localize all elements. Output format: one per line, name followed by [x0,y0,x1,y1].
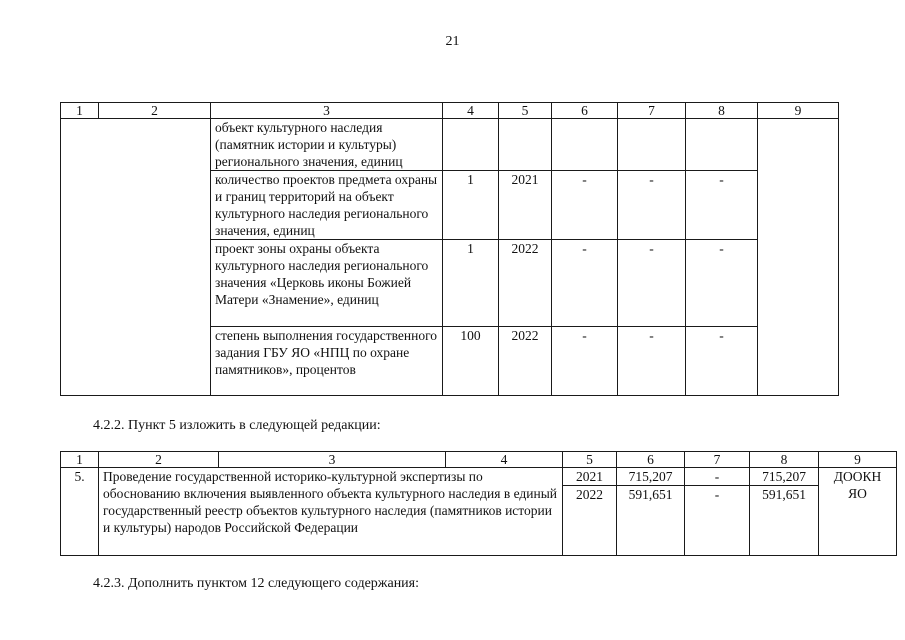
table-header-row [61,103,839,119]
header-cell: 4 [443,103,499,119]
value-cell: - [686,327,758,396]
amount-cell: 591,651 [750,486,819,556]
header-cell: 5 [563,452,617,468]
indicator-cell: степень выполнения государственного задания ГБУ ЯО «НПЦ по охране памятников», процентов [211,327,443,396]
merged-empty-cell [758,119,839,396]
header-cell: 3 [219,452,446,468]
value-cell: - [552,171,618,240]
value-cell: - [686,240,758,327]
header-cell: 5 [499,103,552,119]
value-cell: - [686,171,758,240]
value-cell: - [618,240,686,327]
indicator-cell: объект культурного наследия (памятник истории и культуры) регионального значения, единиц [211,119,443,171]
header-cell: 9 [758,103,839,119]
value-cell: 100 [443,327,499,396]
value-cell [552,119,618,171]
value-cell [618,119,686,171]
value-cell: 1 [443,240,499,327]
header-cell: 8 [686,103,758,119]
year-cell: 2021 [499,171,552,240]
amount-cell: - [685,468,750,486]
value-cell: - [618,171,686,240]
value-cell: - [618,327,686,396]
header-cell: 2 [99,452,219,468]
merged-empty-cell [61,119,211,396]
year-cell: 2022 [499,327,552,396]
header-cell: 6 [552,103,618,119]
table-item-5 [60,451,897,556]
header-cell: 3 [211,103,443,119]
amount-cell: 591,651 [617,486,685,556]
amount-cell: 715,207 [617,468,685,486]
amount-cell: 715,207 [750,468,819,486]
year-cell: 2022 [563,486,617,556]
table-continuation [60,102,839,396]
year-cell [499,119,552,171]
table-row [61,468,897,486]
header-cell: 4 [446,452,563,468]
header-cell: 1 [61,103,99,119]
header-cell: 7 [685,452,750,468]
year-cell: 2022 [499,240,552,327]
header-cell: 2 [99,103,211,119]
value-cell: 1 [443,171,499,240]
executor-cell: ДООКН ЯО [819,468,897,556]
indicator-cell: проект зоны охраны объекта культурного наследия регионального значения «Церковь иконы Божией Матери «Знамение», единиц [211,240,443,327]
header-cell: 1 [61,452,99,468]
value-cell: - [552,327,618,396]
event-description-cell: Проведение государственной историко-культурной экспертизы по обоснованию включения выявленного объекта культурного наследия в единый государственный реестр объектов культурного наследия (памятников истории и культуры) народов Российской Федерации [99,468,563,556]
item-number-cell: 5. [61,468,99,556]
header-cell: 9 [819,452,897,468]
table-header-row [61,452,897,468]
year-cell: 2021 [563,468,617,486]
paragraph-4-2-2: 4.2.2. Пункт 5 изложить в следующей редакции: [93,418,381,433]
amount-cell: - [685,486,750,556]
value-cell [686,119,758,171]
value-cell [443,119,499,171]
header-cell: 7 [618,103,686,119]
indicator-cell: количество проектов предмета охраны и границ территорий на объект культурного наследия регионального значения, единиц [211,171,443,240]
paragraph-4-2-3: 4.2.3. Дополнить пунктом 12 следующего содержания: [93,576,420,591]
value-cell: - [552,240,618,327]
header-cell: 8 [750,452,819,468]
page-number: 21 [445,34,460,49]
header-cell: 6 [617,452,685,468]
table-row [61,119,839,171]
